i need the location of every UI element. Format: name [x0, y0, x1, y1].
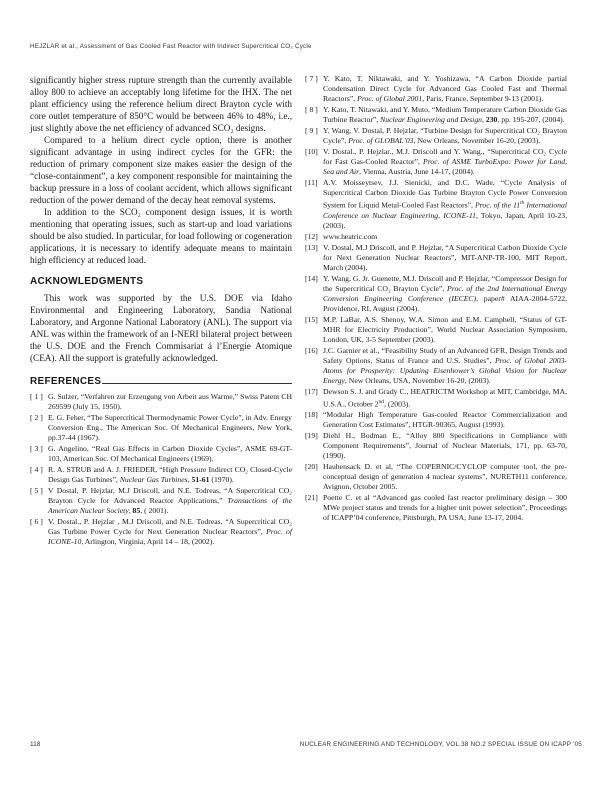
reference-item [305, 462, 567, 492]
reference-text: Haubensack D. et al, “The COPERNIC/CYCLOP computer tool, the pre-conceptual design of generation 4 nuclear systems”, NURETH11 conference, Avignon, October 2005. [323, 462, 567, 492]
reference-text: International Conference on Nuclear Engineering, ICONE-11 [323, 200, 567, 220]
reference-number: [ 4 ] [30, 465, 43, 474]
reference-item [305, 410, 567, 430]
reference-text: Y. Wang, G. Jr. Guenette, M.J. Driscoll and P. Hejzlar, “Compressor Design for the Supercritical CO₂ Brayton Cycle”, [323, 273, 567, 293]
body-paragraph: Compared to a helium direct cycle option, there is another significant advantage in using indirect cycles for the GFR: the reduction of primary component size makes easier the design of the “close-containment”, a key component responsible for maintaining the backup pressure in a loss of coolant accident, which allows significant reduction of the power demand of the decay heat removal systems. [30, 135, 292, 205]
reference-text: 51-61 [191, 475, 210, 484]
reference-text: , ( 2001). [140, 506, 169, 515]
reference-item [30, 486, 292, 516]
reference-text: Transactions of the American Nuclear Society [48, 496, 292, 515]
reference-text: , pp. 195-207, (2004). [497, 115, 565, 124]
reference-text: , (2003). [384, 399, 411, 409]
reference-text: G. Angelino, “Real Gas Effects in Carbon Dioxide Cycles”, ASME 69-GT-103, American Soc. Of Mechanical Engineers (1969). [48, 444, 292, 463]
reference-number: [10] [305, 147, 318, 156]
reference-item [305, 105, 567, 125]
reference-number: [ 5 ] [30, 486, 43, 495]
reference-text: (1970). [209, 475, 234, 484]
reference-text: Nuclear Gas Turbines [119, 475, 188, 484]
reference-text: Nuclear Engineering and Design [380, 115, 483, 124]
reference-item [305, 126, 567, 146]
acknowledgments-text: This work was supported by the U.S. DOE via Idaho Environmental and Engineering Laboratory, Sandia National Laboratory, and Argonne National Laboratory (ANL). The support via ANL was within the framework of an I-NERI bilateral project between the U.S. DOE and the French Commisariat á l’Energie Atomique (CEA). All the support is gratefully acknowledged. [30, 293, 292, 363]
reference-text: Dewson S. J. and Grady C., HEATRICTM Workshop at MIT, Cambridge, MA, U.S.A., October 2 [323, 386, 567, 409]
reference-text: Proc. of Global 2001 [357, 94, 423, 103]
reference-item [30, 413, 292, 443]
reference-number: [15] [305, 314, 318, 324]
reference-text: Y. Wang, V. Dostal, P. Hejzlar, “Turbine Design for Supercritical CO₂ Brayton Cycle”, [323, 126, 567, 145]
reference-number: [18] [305, 410, 318, 420]
reference-text: A.V. Moisseytsev, J.J. Sienicki, and D.C. Wade, “Cycle Analysis of Supercritical Carbon Dioxide Gas Turbine Brayton Cycle Power Conversion System for Liquid Metal-Cooled Fast Reactors”, [323, 178, 567, 210]
reference-text: th [520, 200, 525, 206]
references-list-left [30, 392, 292, 547]
reference-number: [ 1 ] [30, 392, 43, 401]
reference-text: V. Dostal, M.J Driscoll, and P. Hejzlar, “A Supercritical Carbon Dioxide Cycle for Next Generation Nuclear Reactors”, MIT-ANP-TR-100, MIT Report, March (2004). [323, 242, 567, 272]
references-heading: REFERENCES [30, 376, 102, 387]
body-paragraph: significantly higher stress rupture strength than the currently available alloy 800 to achieve an acceptably long lifetime for the IHX. The net plant efficiency using the reference helium direct Brayton cycle with core outlet temperature of 850°C would be between 46% to 48%, i.e., just slightly above the net efficiency of advanced SCO₂ designs. [30, 75, 292, 133]
body-paragraph: In addition to the SCO₂ component design issues, it is worth mentioning that operating issues, such as start-up and load variations should be also studied. In particular, for load following or cogeneration applications, it is necessary to identify adequate means to maintain high efficiency at reduced load. [30, 207, 292, 265]
reference-item [305, 346, 567, 386]
reference-text: , [128, 506, 133, 515]
reference-text: Proc. of GLOBAL’03 [348, 136, 414, 145]
reference-item [305, 315, 567, 345]
page-number: 118 [30, 741, 41, 748]
reference-text: Proc. of ASME TurboExpo: Power for Land, Sea and Air [323, 157, 567, 176]
reference-number: [11] [305, 178, 318, 187]
references-list-right [305, 74, 567, 523]
reference-text: E. G. Feher, “The Supercritical Thermodynamic Power Cycle”, in Adv. Energy Conversion Eng., The American Soc. Of Mechanical Engineers, New York, pp.37-44 (1967). [48, 413, 292, 442]
reference-text: nd [378, 398, 385, 405]
reference-text: , New Orleans, November 16-20, (2003). [413, 136, 541, 145]
reference-number: [13] [305, 242, 318, 252]
right-column [305, 74, 567, 524]
reference-text: R. A. STRUB and A. J. FRIEDER, “High Pressure Indirect CO₂ Closed-Cycle Design Gas Turbines”, [48, 465, 292, 484]
reference-text: , [482, 115, 486, 124]
reference-text: Y. Kato, T. Niktawaki, and Y. Yoshizawa, “A Carbon Dioxide partial Condensation Direct Cycle for Advanced Gas Cooled Fast and Thermal Reactors”, [323, 74, 567, 103]
reference-item [305, 387, 567, 410]
reference-text: Proc. of ICONE-10 [48, 527, 292, 546]
reference-text: Diehl H., Bodman E., “Alloy 800 Specifications in Compliance with Component Requirements”, Journal of Nuclear Materials, 171, pp. 63-70, (1990). [323, 431, 567, 461]
reference-number: [21] [305, 493, 318, 503]
reference-text: www.heatric.com [323, 231, 378, 241]
reference-text: V. Dostal., P. Hejzlar , M.J Driscoll, and N.E. Todreas, “A Supercritical CO₂ Gas Turbine Power Cycle for Next Generation Nuclear Reactors”, [48, 517, 292, 536]
running-head: HEJZLAR et al., Assessment of Gas Cooled Fast Reactor with Indirect Supercritical CO₂ Cycle [30, 43, 312, 50]
reference-item [30, 444, 292, 464]
reference-text: 230 [485, 115, 498, 124]
reference-text: , [187, 475, 192, 484]
reference-text: , Vienna, Austria, June 14-17, (2004). [359, 167, 475, 176]
reference-item [305, 493, 567, 523]
reference-item [305, 147, 567, 177]
reference-text: V Dostal, P. Hejzlar, M.J Driscoll, and N.E. Todreas, “A Supercritical CO₂ Brayton Cycle for Advanced Reactor Applications,” [48, 486, 292, 505]
reference-text: Proc. of the 2nd International Energy Conversion Engineering Conference (IECEC) [323, 283, 567, 303]
reference-item [305, 243, 567, 273]
acknowledgments-heading: ACKNOWLEDGMENTS [30, 276, 144, 287]
reference-text: , Arlington, Virginia, April 14 – 18, (2002). [81, 537, 215, 546]
references-heading-row [30, 376, 292, 387]
reference-number: [17] [305, 386, 318, 396]
reference-item [305, 232, 567, 242]
reference-text: , Tokyo, Japan, April 10-23, (2003). [323, 210, 567, 230]
journal-footer: NUCLEAR ENGINEERING AND TECHNOLOGY, VOL.38 NO.2 SPECIAL ISSUE ON ICAPP ’05 [299, 741, 582, 748]
reference-item [305, 74, 567, 104]
reference-number: [ 2 ] [30, 413, 43, 422]
reference-text: Proc. of Global 2003-Atoms for Prosperity: Updating Eisenhower’s Global Vision for Nuclear Energy [323, 355, 567, 385]
reference-text: M.P. LaBar, A.S. Shenoy, W.A. Simon and E.M. Campbell, “Status of GT-MHR for Electricity Production”, World Nuclear Association Symposium, London, UK, 3-5 September (2003). [323, 314, 567, 344]
reference-number: [ 8 ] [305, 105, 318, 114]
reference-text: , Paris, France, September 9-13 (2001). [422, 94, 544, 103]
reference-text: G. Sulzer, “Verfahren zur Erzeugung von Arbeit aus Warme,” Swiss Patent CH 269599 (July 15, 1950). [48, 392, 292, 411]
reference-text: Proc. of the 11 [474, 200, 521, 210]
reference-number: [ 7 ] [305, 74, 318, 83]
reference-number: [20] [305, 462, 318, 472]
reference-item [305, 178, 567, 231]
left-column [30, 74, 292, 548]
reference-text: , paper# AIAA-2004-5722, Providence, RI, August (2004). [323, 293, 567, 313]
reference-number: [16] [305, 345, 318, 355]
heading-rule [102, 383, 292, 384]
reference-item [305, 431, 567, 461]
reference-number: [12] [305, 231, 318, 241]
reference-item [30, 517, 292, 547]
reference-number: [14] [305, 273, 318, 283]
reference-text: , New Orleans, USA, November 16-20, (2003). [344, 375, 491, 385]
reference-text: Poette C. et al “Advanced gas cooled fast reactor preliminary design – 300 MWe project status and trends for a higher unit power selection”, Proceedings of ICAPP’04 conference, Pittsburgh, PA USA, June 13-17, 2004. [323, 493, 567, 523]
reference-text: 85 [132, 506, 141, 515]
reference-item [30, 465, 292, 485]
reference-number: [ 9 ] [305, 126, 318, 135]
reference-text: Y. Kato, T. Nitawaki, and Y. Muto, “Medium Temperature Carbon Dioxide Gas Turbine Reactor”, [323, 105, 567, 124]
reference-item [30, 392, 292, 412]
reference-number: [ 3 ] [30, 444, 43, 453]
reference-number: [19] [305, 431, 318, 441]
reference-text: J.C. Garnier et al., “Feasibility Study of an Advanced GFR, Design Trends and Safety Options, Status of France and U.S. Studies”, [323, 345, 567, 365]
reference-number: [ 6 ] [30, 517, 43, 526]
reference-item [305, 274, 567, 314]
reference-text: V. Dostal., P. Hejzlar., M.J. Driscoll and Y. Wang., “Supercritical CO₂ Cycle for Fast Gas-Cooled Reactor”, [323, 147, 567, 166]
reference-text: “Modular High Temperature Gas-cooled Reactor Commercialization and Generation Cost Estimates”, HTGR-90365, August (1993). [323, 410, 567, 430]
